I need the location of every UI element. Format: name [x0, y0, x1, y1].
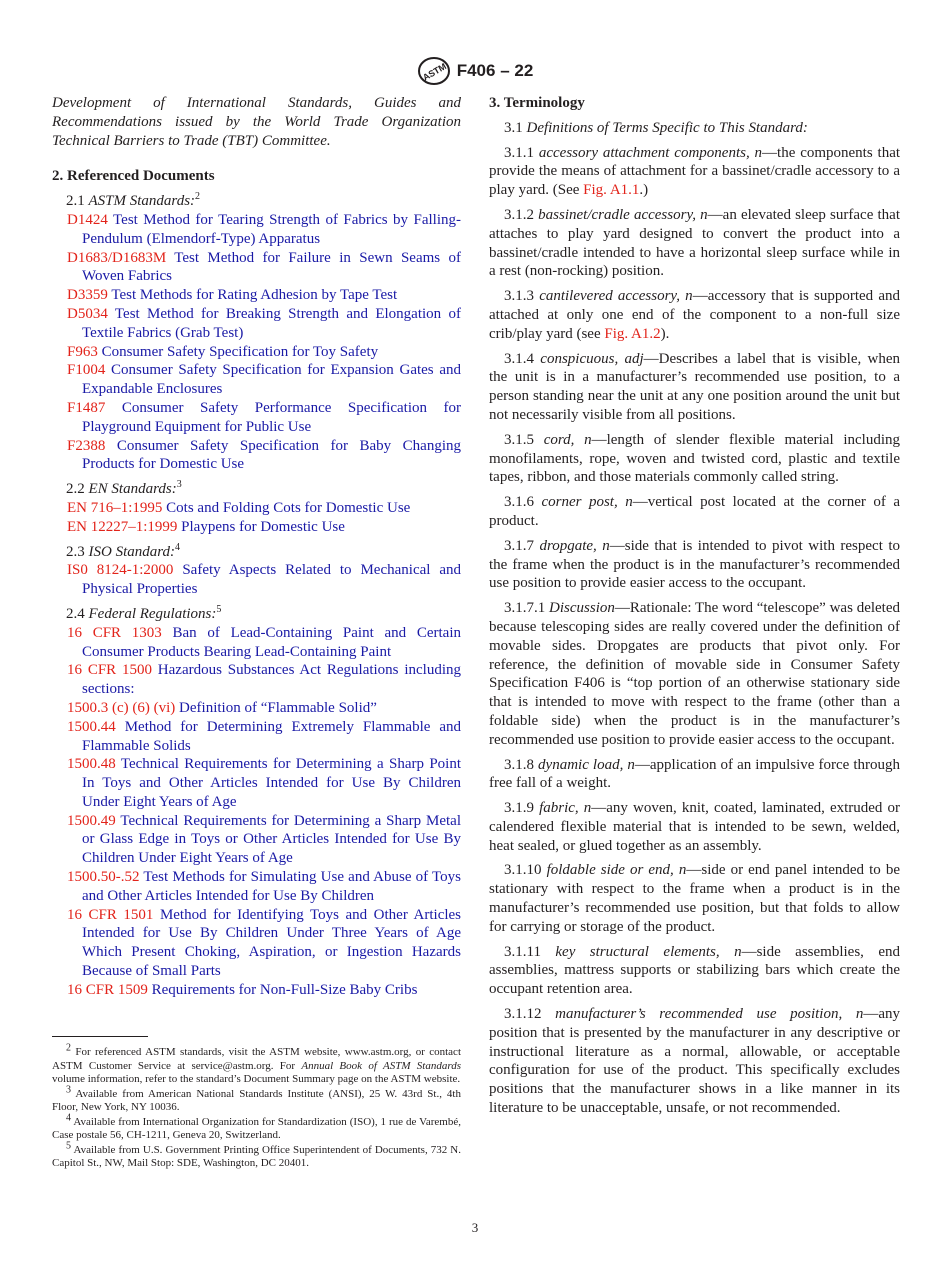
reference-entry [52, 343, 461, 362]
definition-number: 3.1.1 [504, 144, 539, 161]
reference-title-link[interactable]: Playpens for Domestic Use [181, 518, 345, 535]
reference-code-link[interactable]: 16 CFR 1501 [67, 906, 154, 923]
reference-entry [52, 812, 461, 868]
reference-entry [52, 699, 461, 718]
definition-number: 3.1.6 [504, 494, 542, 511]
reference-title-link[interactable]: Test Method for Tearing Strength of Fabrics by Falling-Pendulum (Elmendorf-Type) Apparatus [82, 211, 462, 247]
definition [489, 756, 900, 794]
definition-text: —an elevated sleep surface that attaches to play yard designed to convert the product into a bassinet/cradle intended to have a horizontal sleep surface while in a rest (non-rocking) position. [489, 206, 900, 280]
designation: F406 – 22 [456, 61, 534, 80]
reference-entry [52, 868, 461, 906]
definition-text: —length of slender flexible material including monofilaments, rope, woven and twisted cord, plastic and textile tapes, ribbon, and those materials commonly called string. [489, 431, 900, 486]
reference-title-link[interactable]: Requirements for Non-Full-Size Baby Cribs [151, 981, 418, 998]
reference-title-link[interactable]: Test Methods for Simulating Use and Abuse of Toys and Other Articles Intended for Use By Children [82, 869, 461, 904]
reference-code-link[interactable]: 1500.50-.52 [67, 869, 140, 886]
reference-entry [52, 211, 461, 249]
reference-title-link[interactable]: Test Method for Breaking Strength and Elongation of Textile Fabrics (Grab Test) [82, 305, 461, 341]
definition-term: accessory attachment components, n [538, 144, 763, 161]
footnote-text: Available from U.S. Government Printing Office Superintendent of Documents, 732 N. Capitol St., NW, Mail Stop: SDE, Washington, DC 20401. [52, 1143, 461, 1169]
reference-code-link[interactable]: 1500.44 [67, 718, 116, 735]
definition-text: —Rationale: The word “telescope” was deleted because telescoping sides are really covered under the definition of movable sides. Dropgates are products that pivot only. For reference, the definition of movable side in Consumer Safety Specification F406 is “top portion of an otherwise stationary side that is intended to move with respect to the frame (other than a foldable side) when the product is in the manufacturer’s recommended use position to provide easier access to the occupant. [489, 600, 901, 748]
definition-term: fabric, n [539, 800, 592, 817]
definition-text: —application of an impulsive force through free fall of a weight. [489, 756, 901, 792]
reference-code-link[interactable]: 1500.49 [67, 812, 116, 829]
reference-code-link[interactable]: EN 12227–1:1999 [67, 518, 178, 535]
definition [489, 537, 900, 593]
reference-code-link[interactable]: IS0 8124-1:2000 [67, 562, 174, 579]
definition [489, 861, 900, 936]
intro-text: Development of International Standards, Guides and Recommendations issued by the World Trade Organization Technical Barriers to Trade (TBT) Committee. [52, 95, 461, 149]
definition-term: manufacturer’s recommended use position, n [555, 1006, 864, 1023]
definition [489, 350, 900, 425]
reference-code-link[interactable]: D1424 [67, 211, 108, 228]
footnote-number: 5 [66, 1139, 71, 1151]
section-2-title: 2. Referenced Documents [52, 168, 215, 185]
reference-code-link[interactable]: F1487 [67, 399, 106, 416]
definition-number: 3.1.12 [504, 1006, 556, 1023]
footnote-text-end: volume information, refer to the standard’s Document Summary page on the ASTM website. [52, 1073, 461, 1085]
footnote-number: 3 [66, 1083, 71, 1095]
definition-term: key structural elements, n [555, 943, 742, 960]
definitions-list [489, 144, 900, 1118]
definition [489, 287, 900, 343]
definition-text: —side assemblies, end assemblies, mattress supports or stabilizing bars which create the occupant retention area. [489, 943, 901, 998]
definition-number: 3.1.7.1 [504, 600, 550, 617]
definition-number: 3.1.4 [504, 350, 541, 367]
definition-text: —the components that provide the means of attachment for a bassinet/cradle accessory to a play yard. (See [489, 144, 901, 199]
right-column [489, 94, 900, 1124]
definition-term: corner post, n [541, 494, 633, 511]
reference-title-link[interactable]: Safety Aspects Related to Mechanical and Physical Properties [82, 562, 462, 598]
reference-entry [52, 437, 461, 475]
definition-term: bassinet/cradle accessory, n [538, 206, 708, 223]
reference-code-link[interactable]: 1500.3 (c) (6) (vi) [67, 699, 176, 716]
definition-number: 3.1.3 [504, 288, 540, 305]
definition-term: Discussion [549, 600, 615, 617]
reference-entry [52, 249, 461, 287]
footnote [52, 1042, 461, 1087]
reference-entry [52, 624, 461, 662]
figure-reference-link[interactable]: Fig. A1.2 [604, 325, 661, 342]
reference-title-link[interactable]: Test Method for Failure in Sewn Seams of Woven Fabrics [82, 249, 461, 285]
reference-title-link[interactable]: Consumer Safety Specification for Toy Safety [101, 343, 379, 360]
reference-title-link[interactable]: Method for Identifying Toys and Other Articles Intended for Use By Children Under Three Years of Age Which Present Choking, Aspiration, or Ingestion Hazards Because of Small Parts [82, 906, 462, 980]
definition-text-end: ). [660, 325, 670, 342]
reference-code-link[interactable]: D1683/D1683M [67, 249, 167, 266]
reference-title-link[interactable]: Test Methods for Rating Adhesion by Tape Test [111, 287, 398, 304]
reference-code-link[interactable]: F2388 [67, 437, 106, 454]
page-header [0, 56, 950, 86]
footnote [52, 1139, 461, 1171]
reference-code-link[interactable]: 1500.48 [67, 756, 116, 773]
reference-entry [52, 981, 461, 1000]
footnote-number: 4 [66, 1111, 71, 1123]
definition [489, 144, 900, 200]
footnote [52, 1111, 461, 1143]
astm-logo-icon [417, 56, 451, 86]
definition [489, 206, 900, 281]
footnote-text: Available from International Organization for Standardization (ISO), 1 rue de Varembé, Case postale 56, CH-1211, Geneva 20, Switzerland. [52, 1115, 461, 1141]
definition-term: dropgate, n [539, 537, 610, 554]
federal-regulations-list [52, 624, 461, 1000]
subsection-2-3: 2.3 ISO Standard:$^4$ [66, 541, 181, 560]
definition-text: —any woven, knit, coated, laminated, extruded or calendered flexible material that is intended to be sewn, welded, heat sealed, or glued together as an assembly. [489, 800, 900, 854]
reference-title-link[interactable]: Hazardous Substances Act Regulations including sections: [82, 662, 461, 698]
figure-reference-link[interactable]: Fig. A1.1 [583, 182, 640, 199]
definition-term: cord, n [543, 431, 592, 448]
definition-number: 3.1.2 [504, 206, 539, 223]
reference-entry [52, 305, 461, 343]
en-standards-list [52, 499, 461, 537]
footnote-number: 2 [66, 1042, 71, 1054]
reference-code-link[interactable]: EN 716–1:1995 [67, 499, 163, 516]
reference-entry [52, 518, 461, 537]
definition-term: dynamic load, n [538, 756, 635, 773]
definition-number: 3.1.5 [504, 431, 544, 448]
definition-text-end: .) [639, 182, 649, 199]
definition [489, 431, 900, 487]
section-3-title: 3. Terminology [489, 95, 585, 111]
reference-entry [52, 661, 461, 699]
reference-code-link[interactable]: D5034 [67, 305, 108, 322]
reference-title-link[interactable]: Cots and Folding Cots for Domestic Use [166, 499, 411, 516]
footnotes [52, 1042, 461, 1172]
definition-text: —side or end panel intended to be stationary with respect to the frame when a product is in the manufacturer’s recommended use position, but that folds to allow for carrying or storage of the product. [489, 862, 900, 935]
definition [489, 1005, 900, 1118]
reference-title-link[interactable]: Definition of “Flammable Solid” [179, 699, 377, 716]
footnote-italic: Annual Book of ASTM Standards [301, 1059, 461, 1072]
reference-entry [52, 906, 461, 981]
reference-entry [52, 718, 461, 756]
reference-entry [52, 561, 461, 599]
reference-entry [52, 755, 461, 811]
reference-title-link[interactable]: Technical Requirements for Determining a Sharp Metal or Glass Edge in Toys or Other Articles Intended for Use By Children Under Eight Years of Age [82, 812, 462, 867]
definition-text: —vertical post located at the corner of a product. [489, 494, 900, 529]
page-number: 3 [471, 1220, 479, 1235]
reference-code-link[interactable]: F1004 [67, 362, 106, 379]
definition-term: foldable side or end, n [546, 862, 687, 879]
left-column [52, 94, 461, 1000]
subsection-2-2: 2.2 EN Standards:$^3$ [66, 479, 182, 498]
reference-title-link[interactable]: Consumer Safety Specification for Expansion Gates and Expandable Enclosures [82, 362, 461, 398]
subsection-2-4: 2.4 Federal Regulations:$^5$ [66, 603, 222, 622]
definition-text: —side that is intended to pivot with respect to the frame when the product is in the manufacturer’s recommended use position to provide easier access to the occupant. [489, 537, 900, 592]
definition-number: 3.1.11 [504, 943, 556, 960]
footnote-divider [52, 1036, 148, 1037]
definition-text: —accessory that is supported and attached at only one end of the component to a non-full size crib/play yard (see [489, 288, 901, 342]
definition-number: 3.1.8 [504, 756, 539, 773]
definition-term: cantilevered accessory, n [539, 288, 693, 305]
footnote-text: For referenced ASTM standards, visit the ASTM website, www.astm.org, or contact ASTM Customer Service at service@astm.org. For [52, 1046, 461, 1072]
reference-title-link[interactable]: Consumer Safety Specification for Baby Changing Products for Domestic Use [82, 437, 462, 473]
astm-standards-list [52, 211, 461, 474]
reference-entry [52, 399, 461, 437]
reference-entry [52, 286, 461, 305]
definition-text: —Describes a label that is visible, when the unit is in a manufacturer’s recommended use position, to a person standing near the unit at any one position around the unit but not necessarily visible from all positions. [489, 350, 901, 423]
reference-code-link[interactable]: D3359 [67, 287, 108, 304]
reference-title-link[interactable]: Consumer Safety Performance Specification for Playground Equipment for Public Use [82, 399, 461, 435]
reference-code-link[interactable]: 16 CFR 1509 [67, 981, 148, 998]
definition-term: conspicuous, adj [540, 350, 644, 367]
reference-entry [52, 361, 461, 399]
footnote [52, 1083, 461, 1115]
definition-number: 3.1.10 [504, 862, 547, 879]
subsection-2-1: 2.1 ASTM Standards:$^2$ [66, 191, 201, 210]
reference-code-link[interactable]: 16 CFR 1500 [67, 662, 152, 679]
reference-title-link[interactable]: Ban of Lead-Containing Paint and Certain Consumer Products Bearing Lead-Containing Paint [82, 624, 461, 660]
reference-code-link[interactable]: F963 [67, 343, 98, 360]
reference-entry [52, 499, 461, 518]
reference-title-link[interactable]: Method for Determining Extremely Flammable and Flammable Solids [82, 718, 462, 754]
definition [489, 799, 900, 855]
reference-title-link[interactable]: Technical Requirements for Determining a Sharp Point In Toys and Other Articles Intended for Use By Children Under Eight Years of Age [82, 756, 462, 810]
footnote-text: Available from American National Standards Institute (ANSI), 25 W. 43rd St., 4th Floor, New York, NY 10036. [52, 1087, 461, 1113]
definition [489, 943, 900, 999]
definition [489, 493, 900, 531]
definition-number: 3.1.7 [504, 537, 540, 554]
definition-number: 3.1.9 [504, 800, 540, 817]
reference-code-link[interactable]: 16 CFR 1303 [67, 624, 162, 641]
iso-standards-list [52, 561, 461, 599]
svg-text:ASTM: ASTM [420, 61, 448, 83]
definition [489, 599, 900, 749]
subsection-3-1: 3.1 Definitions of Terms Specific to This Standard: [504, 119, 808, 136]
definition-text: —any position that is presented by the manufacturer in any descriptive or instructional literature as a normal, allowable, or acceptable configuration for use of the product. This specifically excludes positions that the manufacturer shows in a like manner in its literature to be unacceptable, unsafe, or not recommended. [489, 1006, 901, 1117]
